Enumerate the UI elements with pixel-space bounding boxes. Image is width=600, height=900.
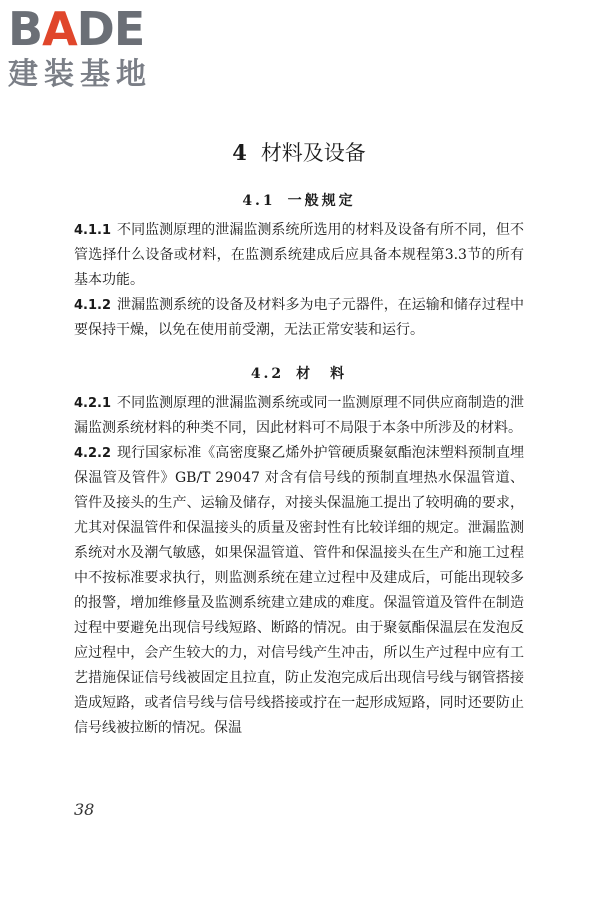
clause-number: 4.1.2 [74,298,112,313]
clause-text: 不同监测原理的泄漏监测系统或同一监测原理不同供应商制造的泄漏监测系统材料的种类不同，因此材料可不局限于本条中所涉及的材料。 [74,395,524,436]
clause-number: 4.2.1 [74,396,112,411]
chapter-title [74,138,524,168]
clause-text: 不同监测原理的泄漏监测系统所选用的材料及设备有所不同，但不管选择什么设备或材料，在监测系统建成后应具备本规程第3.3节的所有基本功能。 [74,222,524,288]
section-number: 4.2 [250,366,285,382]
page-number: 38 [74,800,95,819]
clause-4-2-1 [74,391,524,441]
chapter-number: 4 [232,140,247,165]
clause-number: 4.2.2 [74,446,112,461]
section-title-4-2 [74,357,524,391]
clause-number: 4.1.1 [74,223,112,238]
clause-text: 现行国家标准《高密度聚乙烯外护管硬质聚氨酯泡沫塑料预制直埋保温管及管件》GB/T 29047 对含有信号线的预制直埋热水保温管道、管件及接头的生产、运输及储存，对接头保温施工提出了较明确的要求，尤其对保温管件和保温接头的质量及密封性有比较详细的规定。泄漏监测系统对水及潮气敏感，如果保温管道、管件和保温接头在生产和施工过程中不按标准要求执行，则监测系统在建立过程中及建成后，可能出现较多的报警，增加维修量及监测系统建立建成的难度。保温管道及管件在制造过程中要避免出现信号线短路、断路的情况。由于聚氨酯保温层在发泡反应过程中，会产生较大的力，对信号线产生冲击，所以生产过程中应有工艺措施保证信号线被固定且拉直，防止发泡完成后出现信号线与钢管搭接造成短路，或者信号线与信号线搭接或拧在一起形成短路，同时还要防止信号线被拉断的情况。保温 [74,445,524,736]
section-name: 材 料 [296,366,348,382]
section-number: 4.1 [242,193,276,209]
page-content [74,138,524,741]
section-title-4-1 [74,184,524,218]
section-name: 一般规定 [287,193,356,209]
bade-logo [8,2,178,96]
logo-letter-a: A [42,2,77,56]
logo-chinese-name: 建装基地 [8,57,152,92]
chapter-name: 材料及设备 [260,141,366,165]
clause-4-1-1 [74,218,524,293]
clause-4-1-2 [74,293,524,343]
clause-4-2-2 [74,441,524,741]
logo-letter-b: B [8,2,43,56]
logo-wordmark [8,2,178,56]
clause-text: 泄漏监测系统的设备及材料多为电子元器件，在运输和储存过程中要保持干燥，以免在使用前受潮，无法正常安装和运行。 [74,297,524,338]
logo-letters-de: DE [76,2,145,56]
